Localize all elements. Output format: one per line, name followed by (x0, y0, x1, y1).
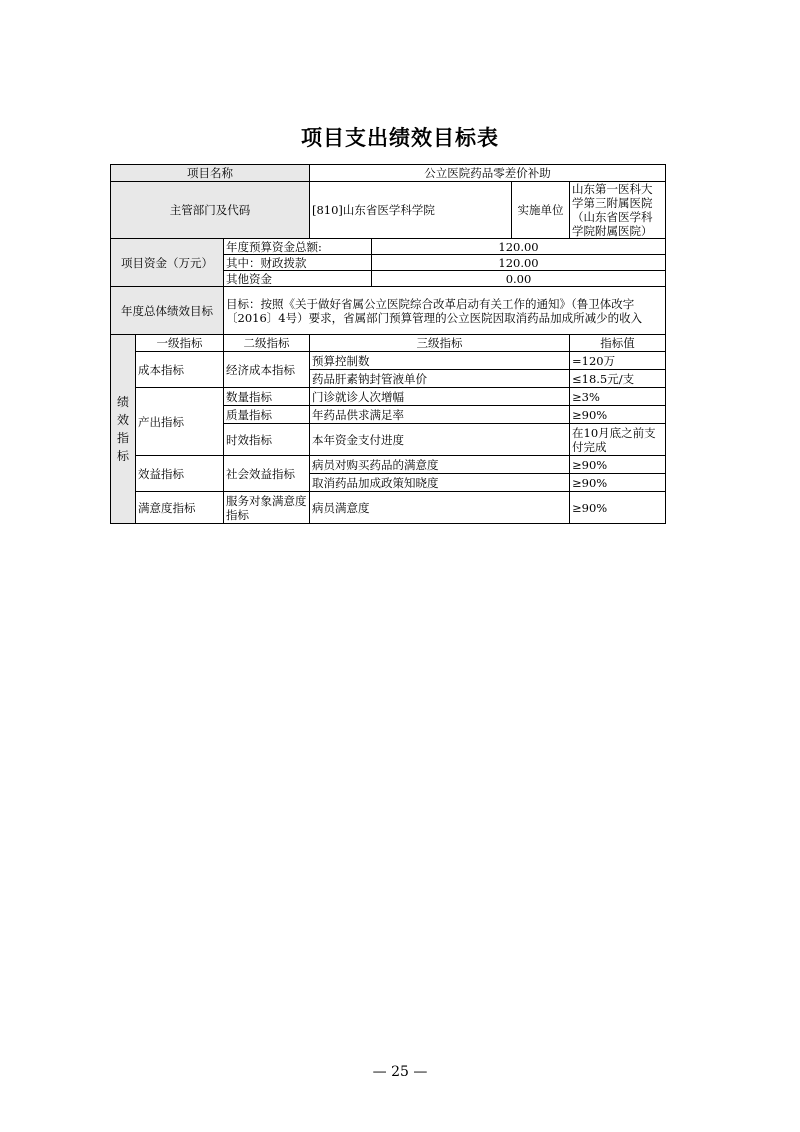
indicators-section-label (111, 335, 136, 524)
table-row-value: ≥90% (570, 406, 666, 424)
table-row-l3: 药品肝素钠封管液单价 (310, 370, 570, 388)
table-row-l3: 年药品供求满足率 (310, 406, 570, 424)
department-label: 主管部门及代码 (111, 182, 310, 239)
table-row-value: 在10月底之前支付完成 (570, 424, 666, 456)
performance-target-table (110, 164, 666, 524)
satisfaction-l1: 满意度指标 (136, 492, 224, 524)
funds-total-value: 120.00 (372, 239, 666, 255)
satisfaction-l2: 服务对象满意度指标 (224, 492, 310, 524)
section-char: 指 (116, 431, 129, 445)
table-row-l2: 时效指标 (224, 424, 310, 456)
table-row-value: ≥90% (570, 492, 666, 524)
table-row-l3: 取消药品加成政策知晓度 (310, 474, 570, 492)
project-name-label: 项目名称 (111, 165, 310, 182)
header-level1: 一级指标 (136, 335, 224, 352)
table-row-l3: 本年资金支付进度 (310, 424, 570, 456)
page-title: 项目支出绩效目标表 (301, 126, 499, 150)
project-name-value: 公立医院药品零差价补助 (310, 165, 666, 182)
table-row-value: ≥3% (570, 388, 666, 406)
funds-fiscal-label: 其中：财政拨款 (224, 255, 372, 271)
funds-other-value: 0.00 (372, 271, 666, 287)
funds-total-label: 年度预算资金总额: (224, 239, 372, 255)
table-row-l3: 病员满意度 (310, 492, 570, 524)
header-level3: 三级指标 (310, 335, 570, 352)
benefit-l1: 效益指标 (136, 456, 224, 492)
section-char: 标 (116, 449, 129, 463)
table-row-l3: 门诊就诊人次增幅 (310, 388, 570, 406)
page-number: — 25 — (372, 1064, 428, 1080)
cost-l2: 经济成本指标 (224, 352, 310, 388)
table-row-value: =120万 (570, 352, 666, 370)
section-char: 绩 (116, 395, 129, 409)
funds-fiscal-value: 120.00 (372, 255, 666, 271)
funds-other-label: 其他资金 (224, 271, 372, 287)
annual-goal-value: 目标：按照《关于做好省属公立医院综合改革启动有关工作的通知》（鲁卫体改字〔2016〕4号）要求，省属部门预算管理的公立医院因取消药品加成所减少的收入 (224, 287, 666, 335)
funds-label: 项目资金（万元） (111, 239, 224, 287)
cost-l1: 成本指标 (136, 352, 224, 388)
table-row-value: ≥90% (570, 456, 666, 474)
table-row-l3: 病员对购买药品的满意度 (310, 456, 570, 474)
table-row-value: ≤18.5元/支 (570, 370, 666, 388)
table-row-l2: 质量指标 (224, 406, 310, 424)
header-value: 指标值 (570, 335, 666, 352)
department-value: [810]山东省医学科学院 (310, 182, 512, 239)
benefit-l2: 社会效益指标 (224, 456, 310, 492)
section-char: 效 (116, 413, 129, 427)
implementing-unit-value: 山东第一医科大学第三附属医院（山东省医学科学院附属医院） (570, 182, 666, 239)
table-row-value: ≥90% (570, 474, 666, 492)
output-l1: 产出指标 (136, 388, 224, 456)
table-row-l2: 数量指标 (224, 388, 310, 406)
implementing-unit-label: 实施单位 (512, 182, 570, 239)
annual-goal-label: 年度总体绩效目标 (111, 287, 224, 335)
header-level2: 二级指标 (224, 335, 310, 352)
table-row-l3: 预算控制数 (310, 352, 570, 370)
